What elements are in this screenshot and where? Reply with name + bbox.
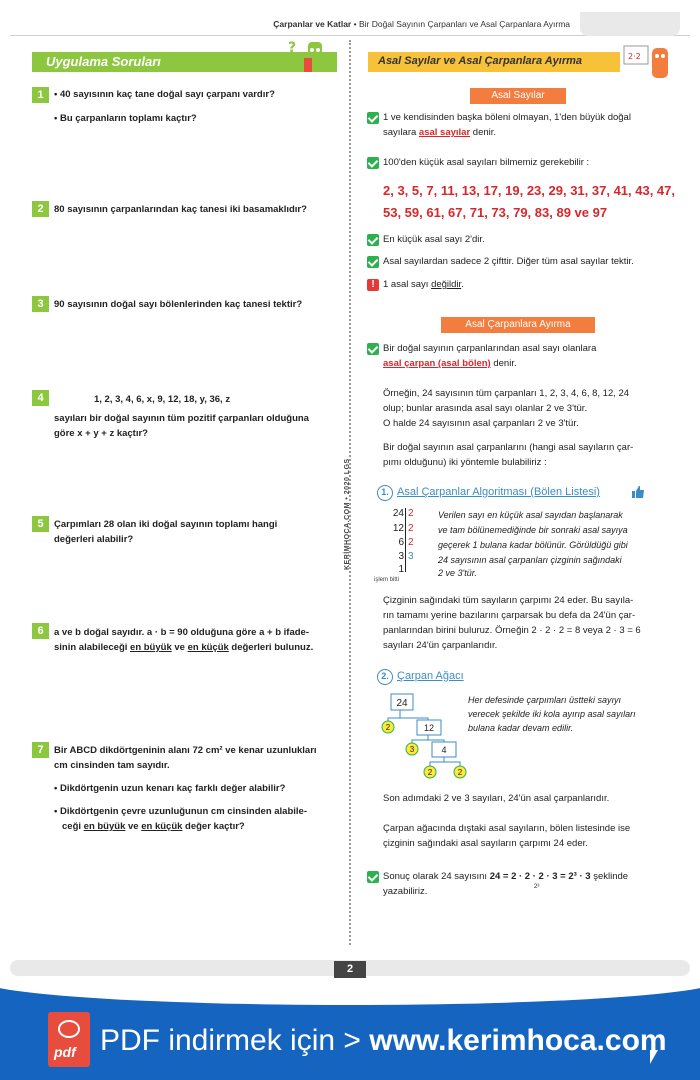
svg-text:?: ? [288,40,297,56]
prime-factor-definition-line-1: Bir doğal sayının çarpanlarından asal sayı olanlara [383,343,597,354]
factor-tree [378,692,470,784]
question-1-line-2: • Bu çarpanların toplamı kaçtır? [54,113,197,124]
tree-root-value: 24 [396,698,408,709]
question-4-sequence: 1, 2, 3, 4, 6, x, 9, 12, 18, y, 36, z [94,394,231,405]
check-icon [367,871,379,883]
division-left-value: 12 [392,523,404,534]
division-caption: işlem bitti [374,577,400,583]
method-1-note-line-4: 24 sayısının asal çarpanları çizginin sağındaki [438,555,622,565]
method-2-note-line-1: Her defesinde çarpımları üstteki sayıyı [468,695,622,705]
prime-factor-definition-line-2: asal çarpan (asal bölen) denir. [383,358,517,369]
division-right-value: 2 [408,537,414,548]
question-number-5: 5 [32,516,49,532]
question-6-line-2: sinin alabileceği en büyük ve en küçük değerleri bulunuz. [54,642,314,653]
question-7-line-2: cm cinsinden tam sayıdır. [54,760,170,771]
question-1-line-1: • 40 sayısının kaç tane doğal sayı çarpanı vardır? [54,89,275,100]
methods-intro-line-2: pımı olduğunu) iki yöntemle bulabiliriz : [383,457,547,468]
question-number-4: 4 [32,390,49,406]
product-explanation-line-2: rın tamamı yerine bazılarını çarparsak bu defa da 24'ün çar- [383,610,636,621]
method-2-title: Çarpan Ağacı [397,670,464,682]
question-7-line-1: Bir ABCD dikdörtgeninin alanı 72 cm² ve kenar uzunlukları [54,745,317,756]
tree-leaf: 2 [427,768,433,777]
cursor-icon [650,1050,662,1064]
check-icon [367,112,379,124]
result-exponent-note: 2³ [534,884,540,890]
thumbs-up-icon [631,485,645,499]
question-4-line-3: göre x + y + z kaçtır? [54,428,148,439]
question-4-line-2: sayıları bir doğal sayının tüm pozitif çarpanları olduğuna [54,413,309,424]
tree-leaf: 2 [457,768,463,777]
product-explanation-line-4: sayıları 24'ün çarpanlarıdır. [383,640,498,651]
check-icon [367,343,379,355]
question-7-line-3: • Dikdörtgenin uzun kenarı kaç farklı değer alabilir? [54,783,286,794]
question-5-line-2: değerleri alabilir? [54,534,134,545]
practice-banner: Uygulama Soruları [32,52,337,72]
page-number: 2 [334,961,366,978]
division-right-value: 3 [408,551,414,562]
side-watermark: KERİMHOCA.COM • 2020 LGS [344,458,351,570]
method-1-number: 1. [377,485,393,501]
question-number-6: 6 [32,623,49,639]
result-line-2: yazabiliriz. [383,886,428,897]
method-1-note-line-3: geçerek 1 bulana kadar bölünür. Görüldüğü gibi [438,540,628,550]
method-1-note-line-1: Verilen sayı en küçük asal sayıdan başlanarak [438,510,623,520]
warning-icon: ! [367,279,379,291]
question-number-7: 7 [32,742,49,758]
question-7-line-4: • Dikdörtgenin çevre uzunluğunun cm cinsinden alabile- [54,806,307,817]
division-left-value: 3 [398,551,404,562]
comparison-line-1: Çarpan ağacında dıştaki asal sayıların, bölen listesinde ise [383,823,631,834]
smallest-prime-text: En küçük asal sayı 2'dir. [383,234,485,245]
last-step-text: Son adımdaki 2 ve 3 sayıları, 24'ün asal çarpanlarıdır. [383,793,610,804]
question-number-2: 2 [32,201,49,217]
one-not-prime-text: 1 asal sayı değildir. [383,279,464,290]
download-link[interactable]: PDF indirmek için > www.kerimhoca.com [100,1024,667,1057]
primes-intro-text: 100'den küçük asal sayıları bilmemiz gerekebilir : [383,157,590,168]
tree-node-value: 12 [423,723,435,733]
even-prime-text: Asal sayılardan sadece 2 çifttir. Diğer tüm asal sayılar tektir. [383,256,634,267]
page-header [10,12,690,36]
prime-definition-line-2: sayılara asal sayılar denir. [383,127,497,138]
method-1-note-line-2: ve tam bölünemediğinde bir sonraki asal sayıya [438,525,628,535]
example-line-2: olup; bunlar arasında asal sayı olanlar 2 ve 3'tür. [383,403,588,414]
division-left-value: 1 [398,564,404,575]
tree-leaf: 2 [385,723,391,732]
question-2-text: 80 sayısının çarpanlarından kaç tanesi iki basamaklıdır? [54,204,307,215]
division-right-value: 2 [408,508,414,519]
factorization-section-label: Asal Çarpanlara Ayırma [441,317,595,333]
method-2-note-line-3: bulana kadar devam edilir. [468,723,574,733]
result-line-1: Sonuç olarak 24 sayısını 24 = 2 · 2 · 2 · 3 = 2³ · 3 şeklinde [383,871,629,882]
method-1-title: Asal Çarpanlar Algoritması (Bölen Listesi) [397,486,600,498]
question-6-line-1: a ve b doğal sayıdır. a · b = 90 olduğuna göre a + b ifade- [54,627,309,638]
tree-node-value: 4 [441,745,447,755]
tree-leaf: 3 [409,745,415,754]
pencil-mascot-icon [286,38,334,78]
check-icon [367,256,379,268]
division-left-value: 24 [392,508,404,519]
header-title: Çarpanlar ve Katlar • Bir Doğal Sayının Çarpanları ve Asal Çarpanlara Ayırma [273,19,570,29]
division-left-value: 6 [398,537,404,548]
question-3-text: 90 sayısının doğal sayı bölenlerinden kaç tanesi tektir? [54,299,303,310]
teacher-mascot-icon [622,42,677,84]
question-7-line-5: ceği en büyük ve en küçük değer kaçtır? [62,821,245,832]
method-2-number: 2. [377,669,393,685]
question-number-3: 3 [32,296,49,312]
comparison-line-2: çizginin sağındaki asal sayıların çarpımı 24 eder. [383,838,588,849]
question-number-1: 1 [32,87,49,103]
primes-list-line-2: 53, 59, 61, 67, 71, 73, 79, 83, 89 ve 97 [383,205,608,220]
example-line-3: O halde 24 sayısının asal çarpanları 2 ve 3'tür. [383,418,579,429]
example-line-1: Örneğin, 24 sayısının tüm çarpanları 1, 2, 3, 4, 6, 8, 12, 24 [383,388,630,399]
topic-banner: Asal Sayılar ve Asal Çarpanlara Ayırma [368,52,620,72]
svg-text:2·2: 2·2 [628,52,641,61]
primes-list-line-1: 2, 3, 5, 7, 11, 13, 17, 19, 23, 29, 31, 37, 41, 43, 47, [383,183,676,198]
question-5-line-1: Çarpımları 28 olan iki doğal sayının toplamı hangi [54,519,278,530]
product-explanation-line-1: Çizginin sağındaki tüm sayıların çarpımı 24 eder. Bu sayıla- [383,595,634,606]
method-2-note-line-2: verecek şekilde iki kola ayırıp asal sayıları [468,709,636,719]
methods-intro-line-1: Bir doğal sayının asal çarpanlarını (hangi asal sayıların çar- [383,442,634,453]
primes-section-label: Asal Sayılar [470,88,566,104]
division-list [378,506,430,578]
check-icon [367,234,379,246]
method-1-note-line-5: 2 ve 3'tür. [438,568,477,578]
division-right-value: 2 [408,523,414,534]
product-explanation-line-3: panlarından birini buluruz. Örneğin 2 · 2 · 2 = 8 veya 2 · 3 = 6 [383,625,641,636]
prime-definition-line-1: 1 ve kendisinden başka böleni olmayan, 1'den büyük doğal [383,112,631,123]
pdf-icon: pdf [48,1012,90,1067]
check-icon [367,157,379,169]
header-tab [580,12,680,36]
